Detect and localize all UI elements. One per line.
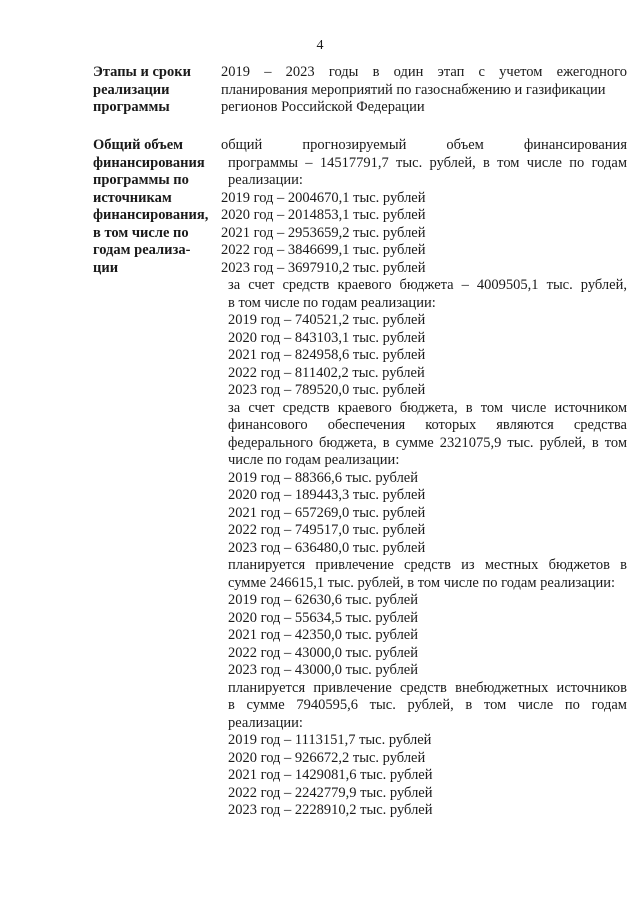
text-line: 2022 год – 811402,2 тыс. рублей bbox=[228, 364, 425, 381]
text-line: 2021 год – 824958,6 тыс. рублей bbox=[228, 347, 426, 363]
text-line: 2019 год – 740521,2 тыс. рублей bbox=[228, 312, 426, 328]
text-line: числе по годам реализации: bbox=[228, 452, 400, 468]
text-line: федерального бюджета, в сумме 2321075,9 тыс. рублей, в том bbox=[228, 434, 627, 451]
text-line: 2019 год – 2004670,1 тыс. рублей bbox=[221, 189, 426, 206]
text-line: 2020 год – 843103,1 тыс. рублей bbox=[228, 329, 426, 346]
label-line: финансирования, bbox=[93, 207, 209, 223]
text-line: регионов Российской Федерации bbox=[221, 99, 425, 115]
text-line: общий прогнозируемый объем финансирования bbox=[221, 137, 627, 153]
text-line: 2023 год – 789520,0 тыс. рублей bbox=[228, 382, 426, 398]
text-line: 2023 год – 3697910,2 тыс. рублей bbox=[221, 259, 426, 276]
label-line: ции bbox=[93, 259, 119, 276]
text-line: в сумме 7940595,6 тыс. рублей, в том числе по годам bbox=[228, 697, 627, 713]
text-line: 2020 год – 189443,3 тыс. рублей bbox=[228, 487, 426, 503]
text-line: 2019 год – 1113151,7 тыс. рублей bbox=[228, 732, 432, 748]
text-line: сумме 246615,1 тыс. рублей, в том числе по годам реализации: bbox=[228, 574, 616, 591]
label-line: финансирования bbox=[93, 154, 205, 171]
label-line: источникам bbox=[93, 189, 172, 206]
text-line: 2020 год – 926672,2 тыс. рублей bbox=[228, 749, 426, 766]
text-line: за счет средств краевого бюджета, в том числе источником bbox=[228, 399, 627, 416]
page-number: 4 bbox=[316, 38, 324, 53]
text-line: 2019 – 2023 годы в один этап с учетом ежегодного bbox=[221, 64, 627, 80]
label-line: в том числе по bbox=[93, 224, 189, 241]
label-line: реализации bbox=[93, 81, 170, 98]
funding-label bbox=[93, 137, 219, 277]
label-line: годам реализа- bbox=[93, 242, 191, 258]
text-line: 2023 год – 2228910,2 тыс. рублей bbox=[228, 802, 433, 818]
text-line: 2021 год – 1429081,6 тыс. рублей bbox=[228, 767, 433, 783]
text-line: 2019 год – 62630,6 тыс. рублей bbox=[228, 592, 419, 608]
text-line: реализации: bbox=[228, 172, 303, 188]
text-line: 2019 год – 88366,6 тыс. рублей bbox=[228, 469, 419, 486]
text-line: 2020 год – 2014853,1 тыс. рублей bbox=[221, 207, 426, 223]
text-line: программы – 14517791,7 тыс. рублей, в том числе по годам bbox=[228, 154, 627, 171]
stages-content bbox=[221, 64, 627, 117]
text-line: финансового обеспечения которых являются средства bbox=[228, 417, 627, 433]
label-line: программы bbox=[93, 99, 170, 115]
text-line: планирования мероприятий по газоснабжению и газификации bbox=[221, 81, 606, 98]
stages-label bbox=[93, 64, 219, 117]
label-line: Этапы и сроки bbox=[93, 64, 191, 80]
text-line: 2022 год – 749517,0 тыс. рублей bbox=[228, 522, 426, 538]
text-line: 2022 год – 43000,0 тыс. рублей bbox=[228, 644, 419, 661]
text-line: планируется привлечение средств из местных бюджетов в bbox=[228, 557, 627, 573]
text-line: 2021 год – 2953659,2 тыс. рублей bbox=[221, 224, 426, 241]
funding-content bbox=[221, 137, 627, 820]
text-line: в том числе по годам реализации: bbox=[228, 294, 436, 311]
text-line: 2020 год – 55634,5 тыс. рублей bbox=[228, 609, 419, 626]
text-line: реализации: bbox=[228, 714, 303, 731]
text-line: 2022 год – 3846699,1 тыс. рублей bbox=[221, 242, 426, 258]
text-line: 2022 год – 2242779,9 тыс. рублей bbox=[228, 784, 433, 801]
text-line: 2023 год – 636480,0 тыс. рублей bbox=[228, 539, 426, 556]
label-line: программы по bbox=[93, 172, 189, 188]
label-line: Общий объем bbox=[93, 137, 184, 153]
text-line: 2023 год – 43000,0 тыс. рублей bbox=[228, 662, 419, 678]
text-line: планируется привлечение средств внебюджетных источников bbox=[228, 679, 627, 696]
text-line: 2021 год – 42350,0 тыс. рублей bbox=[228, 627, 419, 643]
text-line: за счет средств краевого бюджета – 4009505,1 тыс. рублей, bbox=[228, 277, 627, 293]
text-line: 2021 год – 657269,0 тыс. рублей bbox=[228, 504, 426, 521]
